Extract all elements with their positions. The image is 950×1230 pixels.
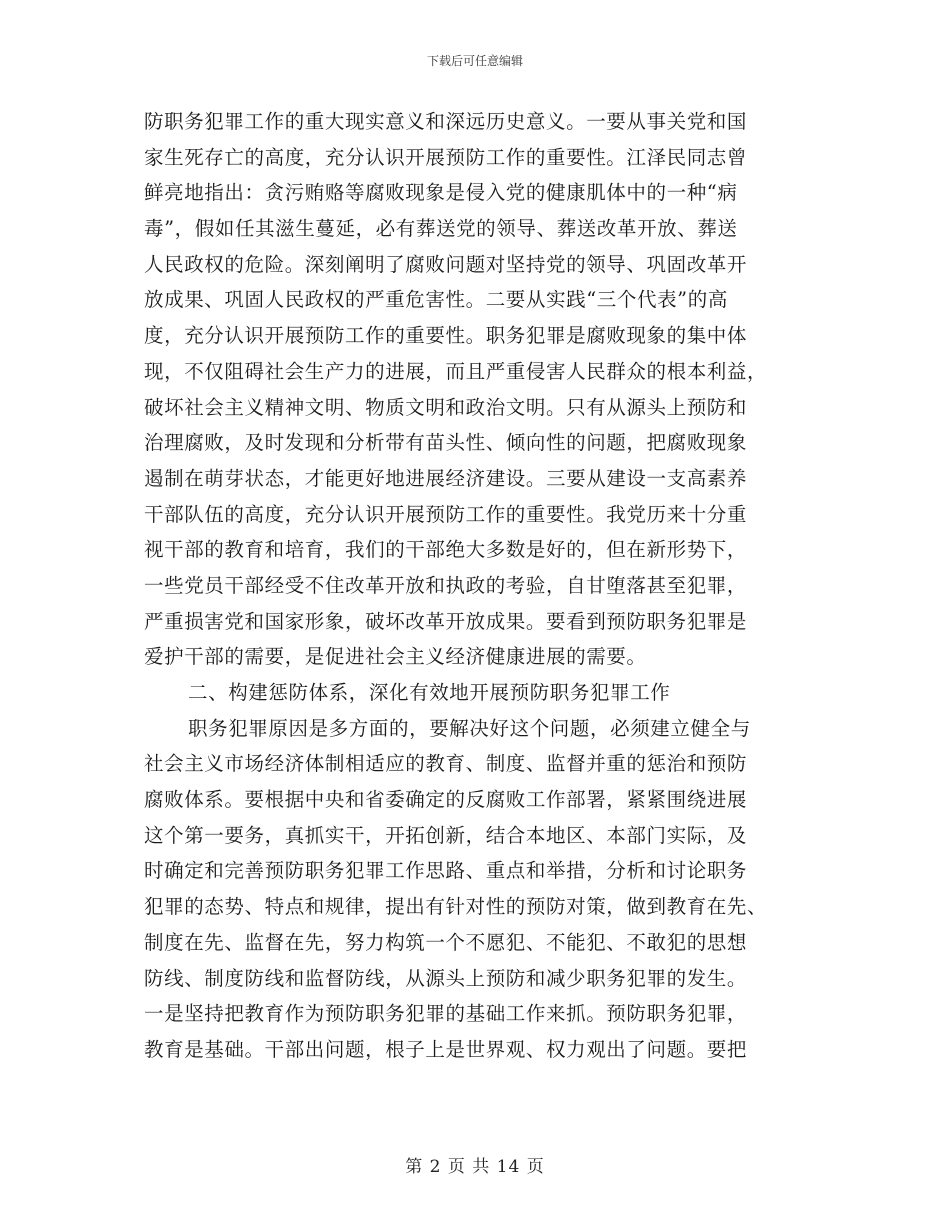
section-heading: 二、构建惩防体系，深化有效地开展预防职务犯罪工作	[188, 681, 671, 704]
text-line: 教育是基础。干部出问题，根子上是世界观、权力观出了问题。要把	[144, 1037, 748, 1061]
text-line: 治理腐败，及时发现和分析带有苗头性、倾向性的问题，把腐败现象	[144, 431, 748, 455]
text-line: 人民政权的危险。深刻阐明了腐败问题对坚持党的领导、巩固改革开	[144, 252, 748, 276]
text-line: 度，充分认识开展预防工作的重要性。职务犯罪是腐败现象的集中体	[144, 324, 748, 348]
text-line: 这个第一要务，真抓实干，开拓创新，结合本地区、本部门实际，及	[144, 823, 748, 847]
text-line: 鲜亮地指出：贪污贿赂等腐败现象是侵入党的健康肌体中的一种“病	[144, 181, 738, 205]
text-line: 现，不仅阻碍社会生产力的进展，而且严重侵害人民群众的根本利益，	[144, 359, 768, 383]
text-line: 严重损害党和国家形象，破坏改革开放成果。要看到预防职务犯罪是	[144, 609, 748, 633]
text-line: 腐败体系。要根据中央和省委确定的反腐败工作部署，紧紧围绕进展	[144, 788, 748, 812]
text-line: 家生死存亡的高度，充分认识开展预防工作的重要性。江泽民同志曾	[144, 145, 748, 169]
text-line: 犯罪的态势、特点和规律，提出有针对性的预防对策，做到教育在先、	[144, 895, 768, 919]
page-footer: 第 2 页 共 14 页	[405, 1157, 545, 1177]
text-line: 防线、制度防线和监督防线，从源头上预防和减少职务犯罪的发生。	[144, 966, 748, 990]
text-line: 一些党员干部经受不住改革开放和执政的考验，自甘堕落甚至犯罪，	[144, 573, 748, 597]
document-body	[144, 104, 804, 1068]
text-line: 防职务犯罪工作的重大现实意义和深远历史意义。一要从事关党和国	[144, 110, 748, 133]
text-line: 职务犯罪原因是多方面的，要解决好这个问题，必须建立健全与	[188, 716, 751, 740]
text-line: 社会主义市场经济体制相适应的教育、制度、监督并重的惩治和预防	[144, 752, 748, 776]
text-line: 时确定和完善预防职务犯罪工作思路、重点和举措，分析和讨论职务	[144, 859, 748, 883]
text-line: 视干部的教育和培育，我们的干部绝大多数是好的，但在新形势下，	[144, 538, 748, 562]
text-line: 一是坚持把教育作为预防职务犯罪的基础工作来抓。预防职务犯罪，	[144, 1002, 748, 1026]
text-line: 遏制在萌芽状态，才能更好地进展经济建设。三要从建设一支高素养	[144, 466, 748, 490]
text-line: 干部队伍的高度，充分认识开展预防工作的重要性。我党历来十分重	[144, 502, 748, 526]
text-line: 放成果、巩固人民政权的严重危害性。二要从实践“三个代表”的高	[144, 288, 728, 312]
text-line: 爱护干部的需要，是促进社会主义经济健康进展的需要。	[144, 645, 647, 669]
text-line: 制度在先、监督在先，努力构筑一个不愿犯、不能犯、不敢犯的思想	[144, 930, 748, 954]
text-line: 毒”，假如任其滋生蔓延，必有葬送党的领导、葬送改革开放、葬送	[144, 217, 738, 241]
page-header: 下载后可任意编辑	[426, 54, 523, 68]
text-line: 破坏社会主义精神文明、物质文明和政治文明。只有从源头上预防和	[144, 395, 748, 419]
